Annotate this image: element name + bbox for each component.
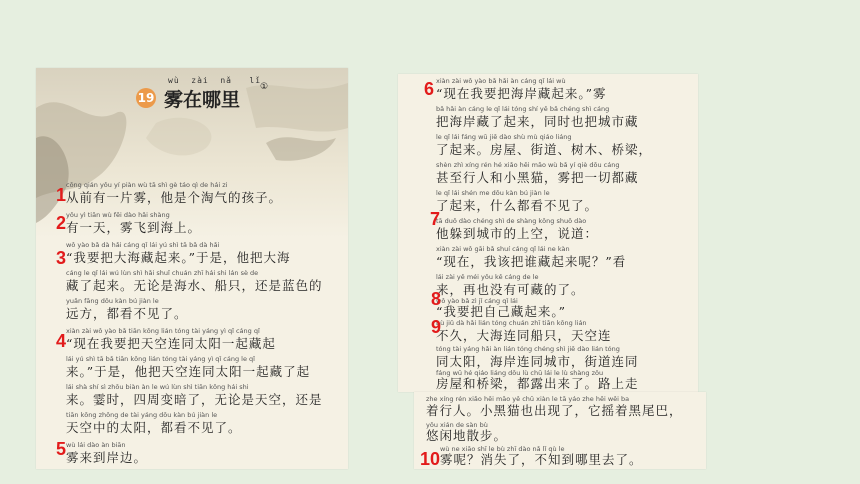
lesson-number-badge: 19 [136,88,156,108]
pinyin-line: lái yú shì tā bǎ tiān kōng lián tóng tài yáng yì qǐ cáng le qǐ [66,355,255,363]
pinyin-line: yōu xián de sàn bù [426,421,488,429]
pinyin-line: le qǐ lái fáng wū jiē dào shù mù qiáo liáng [436,133,572,141]
paragraph-number: 6 [424,79,435,99]
text-line: 有一天，雾飞到海上。 [66,220,202,235]
lesson-title-row [136,76,336,116]
text-line: “我要把大海藏起来。”于是，他把大海 [66,250,291,265]
pinyin-line: yuǎn fāng dōu kàn bú jiàn le [66,297,159,305]
paragraph-number: 2 [56,213,67,233]
text-line: 来。”于是，他把天空连同太阳一起藏了起 [66,364,311,379]
pinyin-line: tiān kōng zhōng de tài yáng dōu kàn bú jiàn le [66,411,218,419]
text-line: 甚至行人和小黑猫，雾把一切都藏 [436,170,639,185]
text-line: 他躲到城市的上空，说道： [436,226,599,241]
text-line: “现在，我该把谁藏起来呢？”看 [436,254,627,269]
lesson-title-pinyin: wù zài nǎ lǐ [168,76,262,85]
pinyin-line: wǒ yào bǎ dà hǎi cáng qǐ lái yú shì tā bǎ dà hǎi [66,241,220,249]
textbook-page-left [36,68,348,469]
pinyin-line: tóng tài yáng hǎi àn lián tóng chéng shì jiē dào lián tóng [436,345,620,353]
text-line: 从前有一片雾，他是个淘气的孩子。 [66,190,283,205]
pinyin-line: shèn zhì xíng rén hé xiǎo hēi māo wù bǎ yí qiè dōu cáng [436,161,620,169]
text-line: 了起来。房屋、街道、树木、桥梁， [436,142,653,157]
text-line: 来，再也没有可藏的了。 [436,282,585,297]
paragraph-number: 1 [56,185,67,205]
text-line: 不久，大海连同船只，天空连 [436,328,612,343]
pinyin-line: yǒu yì tiān wù fēi dào hǎi shàng [66,211,170,219]
lesson-title: 雾在哪里 [164,89,241,111]
pinyin-line: cōng qián yǒu yí piàn wù tā shì gè táo qì de hái zi [66,181,228,189]
text-line: 悠闲地散步。 [426,428,508,443]
paragraph-number: 5 [56,439,67,459]
paragraph-number: 10 [420,449,441,469]
text-line: “现在我要把天空连同太阳一起藏起 [66,336,276,351]
text-line: 藏了起来。无论是海水、船只，还是蓝色的 [66,278,323,293]
text-line: 房屋和桥梁，都露出来了。路上走 [436,376,639,391]
text-line: 把海岸藏了起来，同时也把城市藏 [436,114,639,129]
text-line: 来。霎时，四周变暗了，无论是天空，还是 [66,392,323,407]
textbook-page-right-top [398,74,698,392]
pinyin-line: wù lái dào àn biān [66,441,126,449]
pinyin-line: le qǐ lái shén me dōu kàn bú jiàn le [436,189,550,197]
pinyin-line: wǒ yào bǎ zì jǐ cáng qǐ lái [436,297,518,305]
text-line: “现在我要把海岸藏起来。”雾 [436,86,607,101]
textbook-page-right-bottom [414,392,706,469]
text-line: 远方，都看不见了。 [66,306,188,321]
text-line: “我要把自己藏起来。” [436,304,567,319]
paragraph-number: 9 [431,317,442,337]
pinyin-line: bù jiǔ dà hǎi lián tóng chuán zhī tiān kōng lián [436,319,587,327]
pinyin-line: cáng le qǐ lái wú lùn shì hǎi shuǐ chuán zhī hái shi lán sè de [66,269,259,277]
paragraph-number: 4 [56,331,67,351]
text-line: 天空中的太阳，都看不见了。 [66,420,242,435]
pinyin-line: lái shà shí sì zhōu biàn àn le wú lùn shì tiān kōng hái shi [66,383,249,391]
pinyin-line: fáng wū hé qiáo liáng dōu lù chū lái le lù shàng zǒu [436,369,604,377]
pinyin-line: wù ne xiāo shī le bù zhī dào nǎ lǐ qù le [440,445,565,453]
pinyin-line: xiàn zài wǒ yào bǎ hǎi àn cáng qǐ lái wù [436,77,566,85]
text-line: 雾呢？消失了，不知到哪里去了。 [440,452,643,467]
footnote-marker: ① [260,82,269,92]
text-line: 了起来，什么都看不见了。 [436,198,599,213]
paragraph-number: 7 [430,209,441,229]
pinyin-line: zhe xíng rén xiǎo hēi māo yě chū xiàn le tā yáo zhe hēi wěi ba [426,395,630,403]
text-line: 雾来到岸边。 [66,450,148,465]
pinyin-line: tā duǒ dào chéng shì de shàng kōng shuō dào [436,217,587,225]
text-line: 着行人。小黑猫也出现了，它摇着黑尾巴， [426,403,683,418]
pinyin-line: xiàn zài wǒ yào bǎ tiān kōng lián tóng tài yáng yì qǐ cáng qǐ [66,327,260,335]
paragraph-number: 8 [431,289,442,309]
pinyin-line: xiàn zài wǒ gāi bǎ shuí cáng qǐ lái ne kàn [436,245,570,253]
text-line: 同太阳，海岸连同城市，街道连同 [436,354,639,369]
pinyin-line: bǎ hǎi àn cáng le qǐ lái tóng shí yě bǎ chéng shì cáng [436,105,610,113]
paragraph-number: 3 [56,248,67,268]
pinyin-line: lái zài yě méi yǒu kě cáng de le [436,273,539,281]
